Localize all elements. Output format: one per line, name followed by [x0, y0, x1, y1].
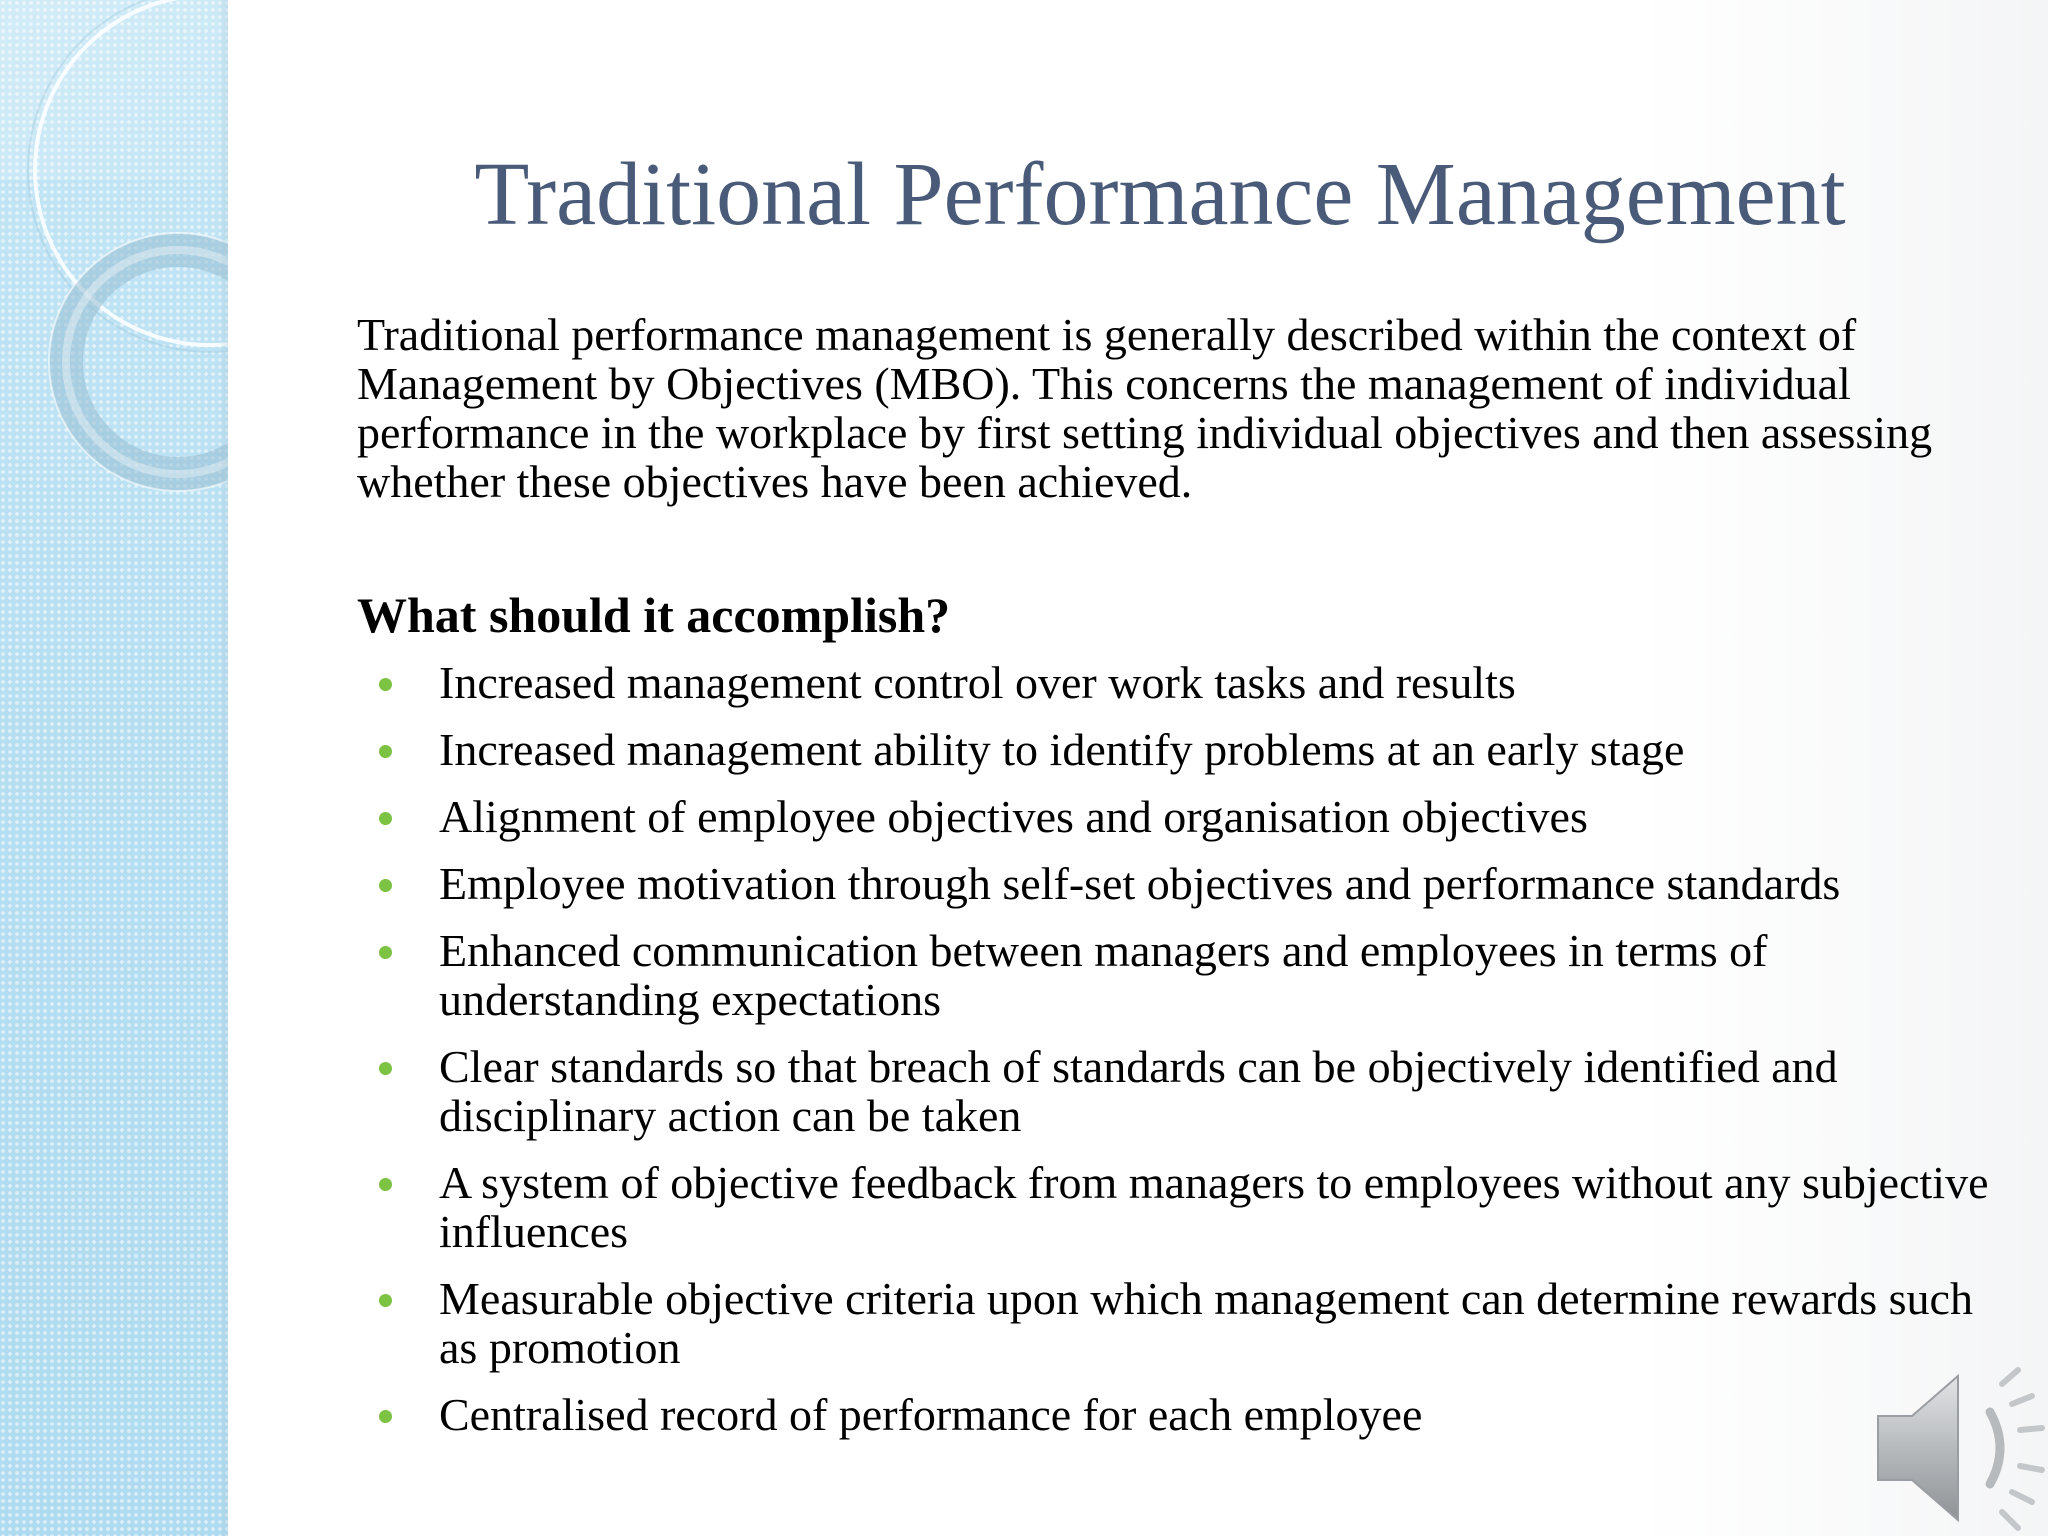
- bullet-item: [357, 1390, 1997, 1439]
- bullet-dot-icon: [379, 1062, 392, 1075]
- bullet-text: A system of objective feedback from managers to employees without any subjective influences: [439, 1157, 1989, 1257]
- slide-content: [357, 310, 1997, 1457]
- bullet-item: [357, 658, 1997, 707]
- bullet-item: [357, 725, 1997, 774]
- slide-title: Traditional Performance Management: [474, 145, 1846, 244]
- decorative-circles: [0, 0, 228, 600]
- bullet-text: Increased management ability to identify problems at an early stage: [439, 724, 1685, 775]
- bullet-item: [357, 1042, 1997, 1140]
- bullet-text: Increased management control over work tasks and results: [439, 657, 1516, 708]
- bullet-dot-icon: [379, 1178, 392, 1191]
- section-heading: What should it accomplish?: [357, 587, 951, 643]
- bullet-item: [357, 792, 1997, 841]
- band-edge-shade: [218, 0, 228, 1536]
- bullet-dot-icon: [379, 879, 392, 892]
- bullet-text: Employee motivation through self-set objectives and performance standards: [439, 858, 1841, 909]
- bullet-text: Measurable objective criteria upon which management can determine rewards such as promotion: [439, 1273, 1973, 1373]
- bullet-item: [357, 859, 1997, 908]
- bullet-dot-icon: [379, 1294, 392, 1307]
- bullet-item: [357, 926, 1997, 1024]
- bullet-list: [357, 658, 1997, 1439]
- bullet-item: [357, 1158, 1997, 1256]
- bullet-text: Clear standards so that breach of standards can be objectively identified and disciplinary action can be taken: [439, 1041, 1838, 1141]
- bullet-item: [357, 1274, 1997, 1372]
- bullet-text: Centralised record of performance for each employee: [439, 1389, 1423, 1440]
- speaker-icon[interactable]: [1872, 1362, 2048, 1536]
- bullet-text: Alignment of employee objectives and organisation objectives: [439, 791, 1588, 842]
- bullet-dot-icon: [379, 1410, 392, 1423]
- bullet-dot-icon: [379, 946, 392, 959]
- bullet-dot-icon: [379, 678, 392, 691]
- bullet-text: Enhanced communication between managers and employees in terms of understanding expectations: [439, 925, 1768, 1025]
- bullet-dot-icon: [379, 812, 392, 825]
- bullet-dot-icon: [379, 745, 392, 758]
- intro-paragraph: Traditional performance management is generally described within the context of Management by Objectives (MBO). This concerns the management of individual performance in the workplace by first setting individual objectives and then assessing whether these objectives have been achieved.: [357, 309, 1933, 507]
- decorative-side-band: [0, 0, 228, 1536]
